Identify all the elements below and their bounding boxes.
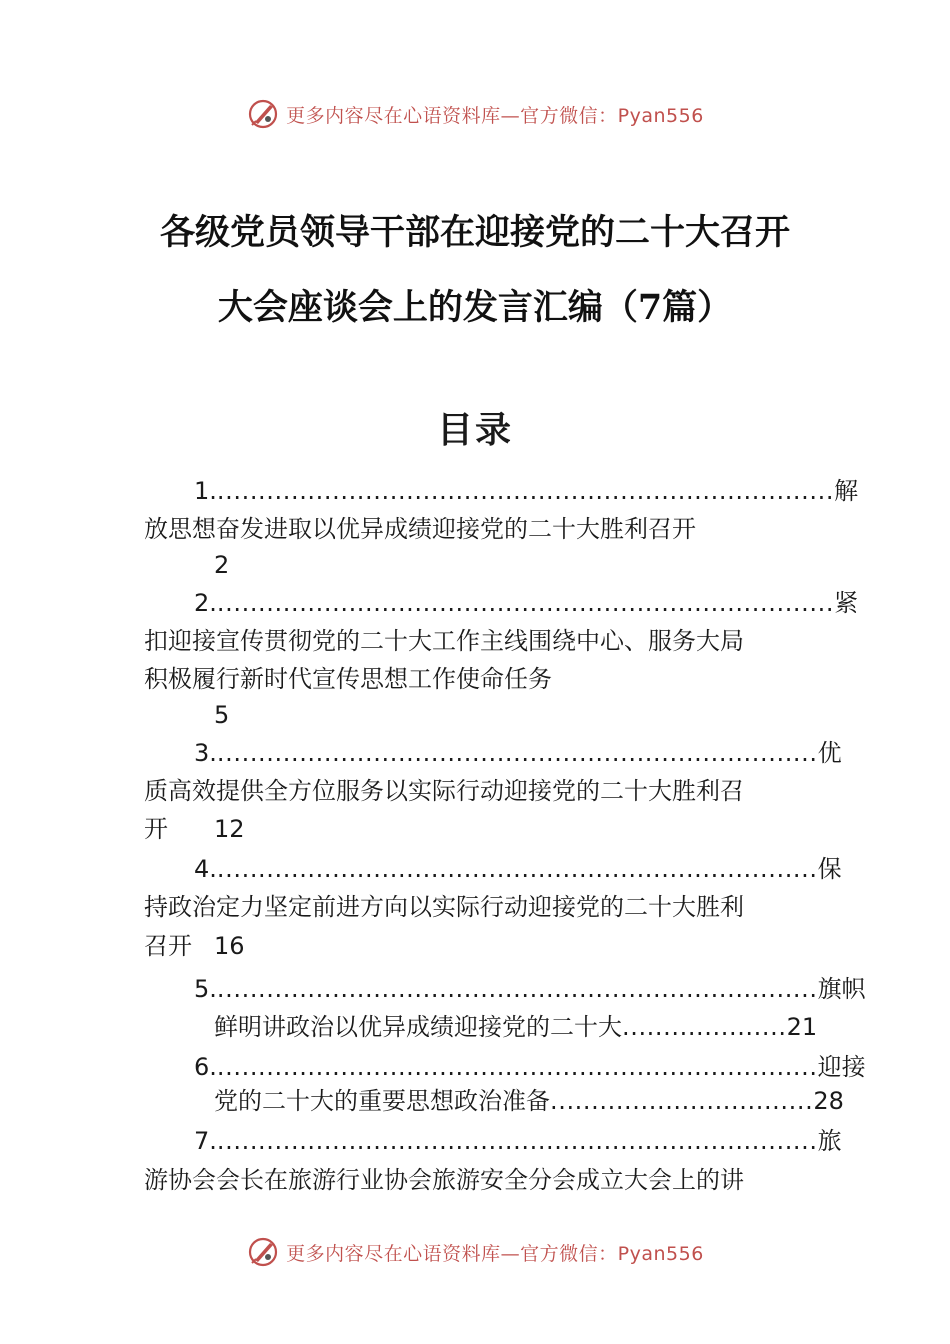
toc-entry-number: 7. bbox=[194, 1127, 217, 1155]
leader-dots: ......................................................................... bbox=[216, 739, 818, 767]
toc-entry-number: 3. bbox=[194, 739, 217, 767]
toc-entry-number: 2. bbox=[194, 589, 217, 617]
toc-entry-title: 持政治定力坚定前进方向以实际行动迎接党的二十大胜利 bbox=[144, 893, 744, 921]
toc-entry-title: 召开 bbox=[144, 932, 192, 960]
toc-entry-first-word: 紧 bbox=[834, 589, 859, 617]
toc-entry-first-word: 解 bbox=[834, 477, 859, 505]
leader-dots: .................... bbox=[622, 1013, 787, 1041]
toc-entry-page: 16 bbox=[214, 932, 245, 960]
leader-dots: ........................................................................... bbox=[216, 477, 835, 505]
toc-entry-page: 2 bbox=[214, 551, 230, 579]
toc-entry-first-word: 保 bbox=[817, 855, 842, 883]
toc-entry-first-word: 优 bbox=[817, 739, 842, 767]
quill-logo-icon bbox=[246, 1235, 280, 1269]
toc-entry-title: 开 bbox=[144, 815, 168, 843]
toc-entry-title: 放思想奋发进取以优异成绩迎接党的二十大胜利召开 bbox=[144, 515, 696, 543]
wechat-id: Pyan556 bbox=[617, 104, 704, 127]
toc-entry-number: 1. bbox=[194, 477, 217, 505]
toc-entry-number: 4. bbox=[194, 855, 217, 883]
leader-dots: ......................................................................... bbox=[216, 975, 818, 1003]
toc-entry-title: 党的二十大的重要思想政治准备 bbox=[214, 1087, 550, 1115]
toc-entry-title: 鲜明讲政治以优异成绩迎接党的二十大 bbox=[214, 1013, 622, 1041]
watermark-text: 更多内容尽在心语资料库—官方微信：Pyan556 bbox=[286, 1242, 704, 1265]
leader-dots: ................................ bbox=[550, 1087, 814, 1115]
toc-heading: 目录 bbox=[436, 409, 513, 451]
leader-dots: ........................................................................... bbox=[216, 589, 835, 617]
toc-entry-page: 28 bbox=[813, 1087, 844, 1115]
toc-entry-number: 6. bbox=[194, 1053, 217, 1081]
leader-dots: ......................................................................... bbox=[216, 1053, 818, 1081]
header-watermark bbox=[0, 94, 950, 134]
toc-entry-title: 积极履行新时代宣传思想工作使命任务 bbox=[144, 665, 552, 693]
toc-entry-title: 游协会会长在旅游行业协会旅游安全分会成立大会上的讲 bbox=[144, 1166, 744, 1194]
toc-entry-title: 扣迎接宣传贯彻党的二十大工作主线围绕中心、服务大局 bbox=[144, 627, 744, 655]
document-title-line-1: 各级党员领导干部在迎接党的二十大召开 bbox=[159, 212, 790, 253]
toc-entry-page: 5 bbox=[214, 701, 230, 729]
quill-logo-icon bbox=[246, 97, 280, 131]
toc-entry-first-word: 旗帜 bbox=[817, 975, 866, 1003]
wechat-id: Pyan556 bbox=[617, 1242, 704, 1265]
document-title-line-2: 大会座谈会上的发言汇编（7篇） bbox=[217, 287, 733, 328]
footer-watermark bbox=[0, 1232, 950, 1272]
leader-dots: ......................................................................... bbox=[216, 855, 818, 883]
toc-entry-number: 5. bbox=[194, 975, 217, 1003]
toc-entry-first-word: 旅 bbox=[817, 1127, 842, 1155]
toc-entry-first-word: 迎接 bbox=[817, 1053, 866, 1081]
toc-entry-page: 12 bbox=[214, 815, 245, 843]
watermark-text: 更多内容尽在心语资料库—官方微信：Pyan556 bbox=[286, 104, 704, 127]
toc-entry-title: 质高效提供全方位服务以实际行动迎接党的二十大胜利召 bbox=[144, 777, 744, 805]
toc-entry-page: 21 bbox=[786, 1013, 818, 1041]
leader-dots: ......................................................................... bbox=[216, 1127, 818, 1155]
